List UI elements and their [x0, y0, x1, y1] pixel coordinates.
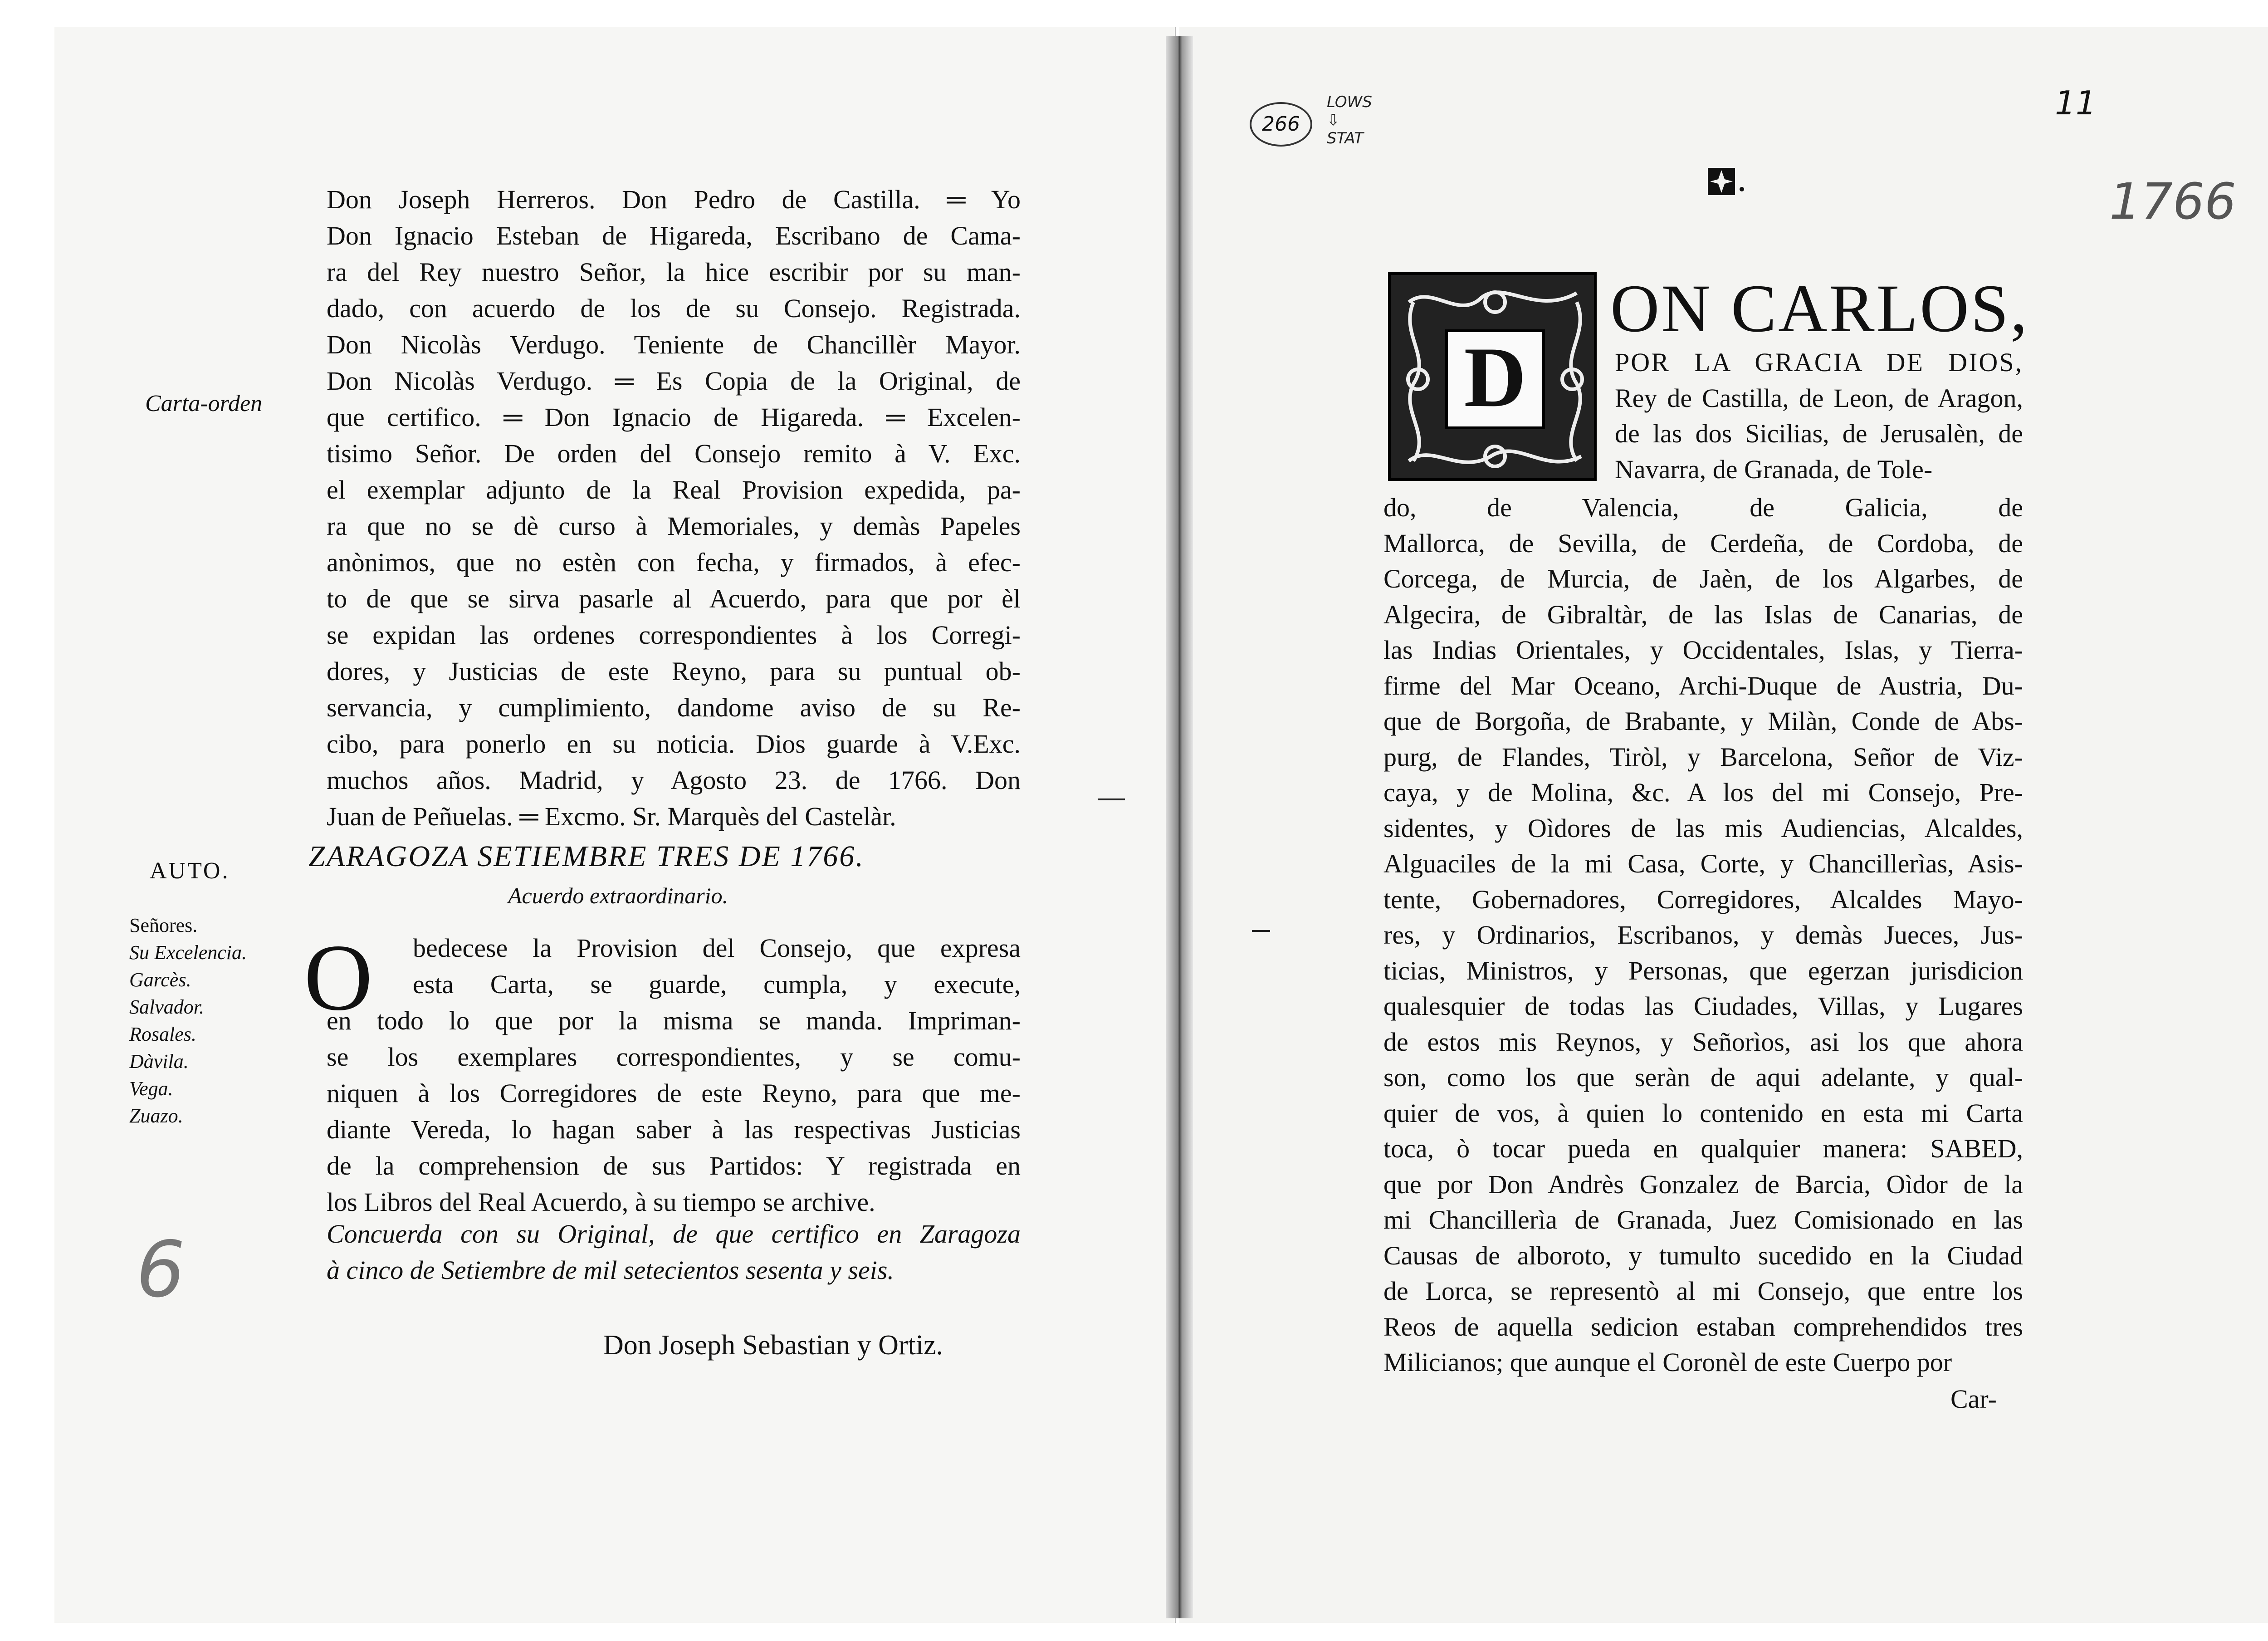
text-line: Reos de aquella sedicion estaban comprehendidos tres	[1383, 1312, 2023, 1342]
text-line: Don Nicolàs Verdugo. ═ Es Copia de la Original, de	[327, 366, 1021, 396]
text-line: bedecese la Provision del Consejo, que expresa	[413, 933, 1021, 963]
handwritten-number: 6	[136, 1225, 186, 1315]
concuerda-certification	[327, 1216, 1021, 1288]
text-line: firme del Mar Oceano, Archi-Duque de Austria, Du-	[1383, 671, 2023, 700]
text-line: los Libros del Real Acuerdo, à su tiempo se archive.	[327, 1187, 875, 1217]
text-line: purg, de Flandes, Tiròl, y Barcelona, Señor de Viz-	[1383, 742, 2023, 772]
text-line: qualesquier de todas las Ciudades, Villas, y Lugares	[1383, 991, 2023, 1021]
text-line: dado, con acuerdo de los de su Consejo. Registrada.	[327, 294, 1021, 323]
senores-list	[129, 912, 247, 1130]
text-line: Mallorca, de Sevilla, de Cerdeña, de Cordoba, de	[1383, 528, 2023, 558]
left-top-paragraph	[327, 181, 1021, 835]
year-note: 1766	[2109, 172, 2236, 230]
stamp-note-line: STAT	[1327, 129, 1364, 147]
stamp-note	[1327, 93, 1372, 147]
fold-mark	[1252, 930, 1270, 932]
margin-auto-label: AUTO.	[150, 858, 230, 884]
archive-stamp: 266	[1250, 102, 1312, 147]
senor-name: Garcès.	[129, 969, 191, 991]
fold-mark	[1098, 798, 1125, 800]
text-line: Don Joseph Herreros. Don Pedro de Castilla. ═ Yo	[327, 185, 1021, 214]
drop-cap-letter: D	[1445, 329, 1545, 429]
text-line: tisimo Señor. De orden del Consejo remito à V. Exc.	[327, 439, 1021, 468]
text-line: Corcega, de Murcia, de Jaèn, de los Algarbes, de	[1383, 564, 2023, 593]
book-spine	[1166, 36, 1193, 1618]
text-line: que de Borgoña, de Brabante, y Milàn, Conde de Abs-	[1383, 706, 2023, 736]
text-line: POR LA GRACIA DE DIOS,	[1615, 348, 2023, 377]
auto-body	[327, 930, 1021, 1220]
text-line: toca, ò tocar pueda en qualquier manera: SABED,	[1383, 1134, 2023, 1163]
text-line: en todo lo que por la misma se manda. Impriman-	[327, 1006, 1021, 1035]
text-line: mi Chancillerìa de Granada, Juez Comisionado en las	[1383, 1205, 2023, 1234]
folio-number: 11	[2055, 84, 2097, 122]
text-line: el exemplar adjunto de la Real Provision expedida, pa-	[327, 475, 1021, 505]
signature: Don Joseph Sebastian y Ortiz.	[603, 1330, 943, 1361]
text-line: diante Vereda, lo hagan saber à las respectivas Justicias	[327, 1115, 1021, 1144]
text-line: cibo, para ponerlo en su noticia. Dios guarde à V.Exc.	[327, 729, 1021, 759]
text-line: sidentes, y Oìdores de las mis Audiencias, Alcaldes,	[1383, 813, 2023, 843]
senor-name: Salvador.	[129, 996, 204, 1018]
text-line: ra que no se dè curso à Memoriales, y demàs Papeles	[327, 511, 1021, 541]
text-line: do, de Valencia, de Galicia, de	[1383, 493, 2023, 522]
cross-ornament-icon	[1706, 166, 1746, 206]
text-line: Alguaciles de la mi Casa, Corte, y Chancillerìas, Asis-	[1383, 849, 2023, 878]
stamp-note-line: LOWS	[1327, 93, 1372, 111]
text-line: Causas de alboroto, y tumulto sucedido en la Ciudad	[1383, 1240, 2023, 1270]
text-line: se los exemplares correspondientes, y se comu-	[327, 1042, 1021, 1072]
text-line: Rey de Castilla, de Leon, de Aragon,	[1615, 383, 2023, 413]
text-line: tente, Gobernadores, Corregidores, Alcaldes Mayo-	[1383, 884, 2023, 914]
senor-name: Vega.	[129, 1078, 173, 1100]
text-line: de las dos Sicilias, de Jerusalèn, de	[1615, 419, 2023, 448]
document-title: ON CARLOS,	[1610, 271, 2029, 346]
text-line: Milicianos; que aunque el Coronèl de este Cuerpo por	[1383, 1347, 1952, 1377]
text-line: à cinco de Setiembre de mil setecientos sesenta y seis.	[327, 1255, 894, 1285]
text-line: quier de vos, à quien lo contenido en esta mi Carta	[1383, 1098, 2023, 1128]
initial-letter: O	[304, 925, 373, 1030]
text-line: ticias, Ministros, y Personas, que egerzan jurisdicion	[1383, 955, 2023, 985]
text-line: muchos años. Madrid, y Agosto 23. de 1766. Don	[327, 765, 1021, 795]
senor-name: Su Excelencia.	[129, 941, 247, 964]
auto-subheading: Acuerdo extraordinario.	[508, 883, 728, 908]
text-line: servancia, y cumplimiento, dandome aviso de su Re-	[327, 693, 1021, 722]
text-line: anònimos, que no estèn con fecha, y firmados, à efec-	[327, 548, 1021, 577]
text-line: esta Carta, se guarde, cumpla, y execute,	[413, 970, 1021, 999]
decorated-drop-cap	[1388, 272, 1597, 481]
text-line: caya, y de Molina, &c. A los del mi Consejo, Pre-	[1383, 778, 2023, 807]
senores-items	[129, 939, 247, 1130]
senores-title: Señores.	[129, 914, 198, 936]
text-line: res, y Ordinarios, Escribanos, y demàs Jueces, Jus-	[1383, 920, 2023, 950]
text-line: Navarra, de Granada, de Tole-	[1615, 454, 1933, 484]
text-line: de Lorca, se representò al mi Consejo, que entre los	[1383, 1276, 2023, 1306]
senor-name: Rosales.	[129, 1023, 196, 1045]
catchword: Car-	[1950, 1384, 1997, 1414]
text-line: dores, y Justicias de este Reyno, para su puntual ob-	[327, 656, 1021, 686]
text-line: Don Ignacio Esteban de Higareda, Escribano de Cama-	[327, 221, 1021, 250]
text-line: que certifico. ═ Don Ignacio de Higareda. ═ Excelen-	[327, 402, 1021, 432]
margin-carta-orden: Carta-orden	[145, 391, 263, 416]
text-line: se expidan las ordenes correspondientes à los Corregi-	[327, 620, 1021, 650]
text-line: las Indias Orientales, y Occidentales, Islas, y Tierra-	[1383, 635, 2023, 665]
text-line: Don Nicolàs Verdugo. Teniente de Chancillèr Mayor.	[327, 330, 1021, 359]
text-line: Algecira, de Gibraltàr, de las Islas de Canarias, de	[1383, 599, 2023, 629]
text-line: son, como los que seràn de aqui adelante, y qual-	[1383, 1063, 2023, 1092]
text-line: de estos mis Reynos, y Señorìos, asi los que ahora	[1383, 1027, 2023, 1057]
text-line: de la comprehension de sus Partidos: Y registrada en	[327, 1151, 1021, 1181]
text-line: que por Don Andrès Gonzalez de Barcia, Oìdor de la	[1383, 1169, 2023, 1199]
senor-name: Dàvila.	[129, 1050, 189, 1073]
auto-heading: ZARAGOZA SETIEMBRE TRES DE 1766.	[308, 840, 865, 873]
text-line: niquen à los Corregidores de este Reyno, para que me-	[327, 1078, 1021, 1108]
text-line: Juan de Peñuelas. ═ Excmo. Sr. Marquès del Castelàr.	[327, 802, 896, 831]
right-main-paragraph	[1383, 490, 2023, 1381]
right-short-lines	[1615, 345, 2023, 487]
stamp-note-line: ⇩	[1327, 111, 1340, 129]
text-line: Concuerda con su Original, de que certifico en Zaragoza	[327, 1219, 1021, 1249]
text-line: to de que se sirva pasarle al Acuerdo, para que por èl	[327, 584, 1021, 613]
text-line: ra del Rey nuestro Señor, la hice escribir por su man-	[327, 257, 1021, 287]
senor-name: Zuazo.	[129, 1105, 183, 1127]
